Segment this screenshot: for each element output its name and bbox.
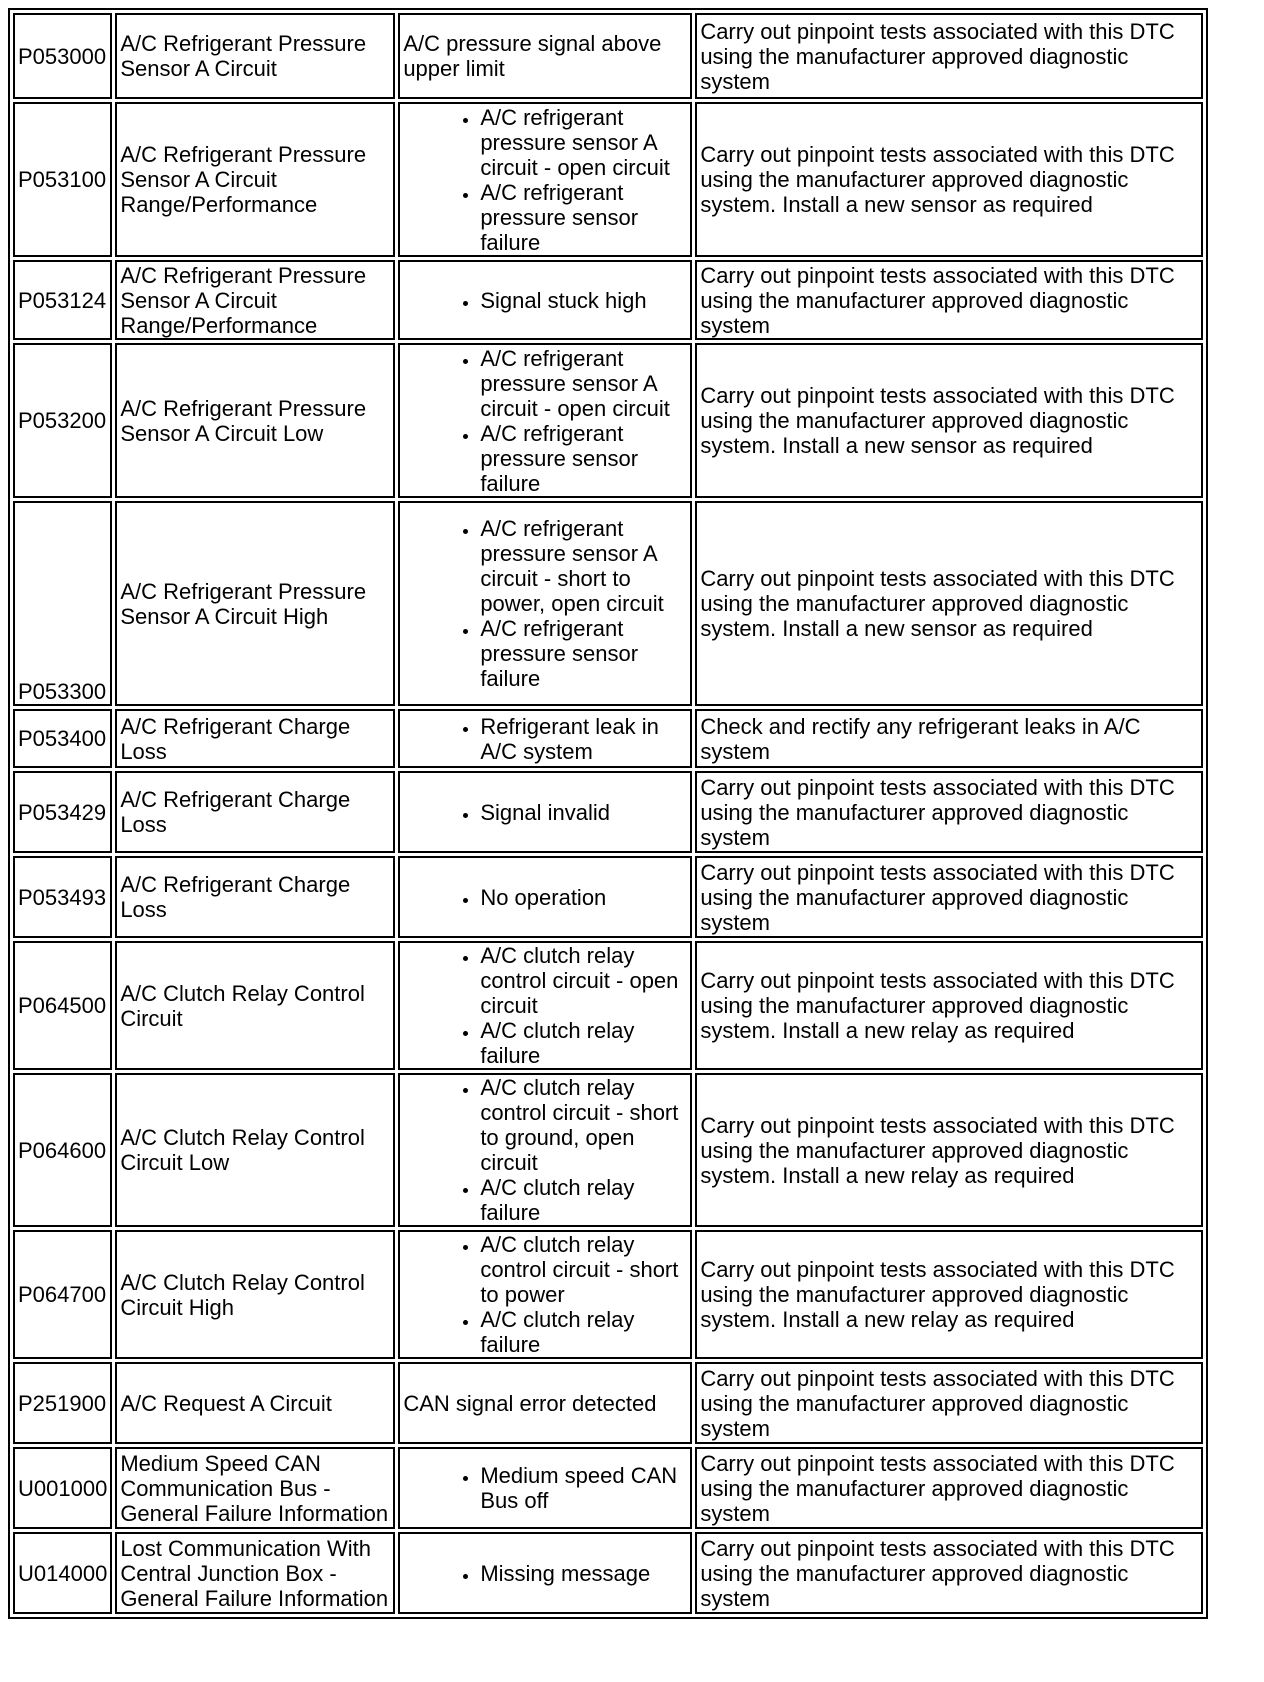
dtc-action-cell: Carry out pinpoint tests associated with this DTC using the manufacturer approved diagnostic system. Install a new sensor as required bbox=[695, 343, 1203, 498]
dtc-code-cell: P053493 bbox=[13, 856, 112, 938]
condition-item: • Signal stuck high bbox=[480, 288, 687, 313]
conditions-list bbox=[403, 943, 687, 1068]
table-row bbox=[13, 1073, 1203, 1227]
dtc-code-cell: P053100 bbox=[13, 102, 112, 257]
dtc-code-cell: P064600 bbox=[13, 1073, 112, 1227]
conditions-list bbox=[403, 346, 687, 496]
dtc-description-cell: A/C Clutch Relay Control Circuit bbox=[115, 941, 395, 1070]
conditions-list bbox=[403, 800, 687, 825]
dtc-description-cell: A/C Refrigerant Charge Loss bbox=[115, 709, 395, 768]
condition-item: • Medium speed CAN Bus off bbox=[480, 1463, 687, 1513]
dtc-action-cell: Carry out pinpoint tests associated with this DTC using the manufacturer approved diagnostic system. Install a new sensor as required bbox=[695, 102, 1203, 257]
dtc-description-cell: Medium Speed CAN Communication Bus - General Failure Information bbox=[115, 1447, 395, 1529]
dtc-description-cell: A/C Clutch Relay Control Circuit High bbox=[115, 1230, 395, 1359]
condition-item: • A/C refrigerant pressure sensor failure bbox=[480, 616, 687, 691]
dtc-action-cell: Carry out pinpoint tests associated with this DTC using the manufacturer approved diagnostic system. Install a new relay as required bbox=[695, 1230, 1203, 1359]
table-row bbox=[13, 941, 1203, 1070]
condition-item: • A/C clutch relay failure bbox=[480, 1175, 687, 1225]
condition-item: • A/C clutch relay failure bbox=[480, 1018, 687, 1068]
dtc-action-cell: Carry out pinpoint tests associated with this DTC using the manufacturer approved diagnostic system bbox=[695, 856, 1203, 938]
dtc-description-cell: A/C Clutch Relay Control Circuit Low bbox=[115, 1073, 395, 1227]
dtc-code-cell: P064500 bbox=[13, 941, 112, 1070]
dtc-code-cell: P053300 bbox=[13, 501, 112, 706]
dtc-code-cell: P053400 bbox=[13, 709, 112, 768]
condition-item: • Missing message bbox=[480, 1561, 687, 1586]
condition-item: • A/C refrigerant pressure sensor A circuit - short to power, open circuit bbox=[480, 516, 687, 616]
dtc-conditions-cell bbox=[398, 856, 692, 938]
dtc-description-cell: A/C Refrigerant Charge Loss bbox=[115, 771, 395, 853]
condition-item: • A/C clutch relay control circuit - open circuit bbox=[480, 943, 687, 1018]
condition-item: • A/C clutch relay control circuit - short to ground, open circuit bbox=[480, 1075, 687, 1175]
dtc-description-cell: A/C Refrigerant Pressure Sensor A Circuit Range/Performance bbox=[115, 260, 395, 340]
dtc-action-cell: Carry out pinpoint tests associated with this DTC using the manufacturer approved diagnostic system bbox=[695, 1447, 1203, 1529]
dtc-table-body bbox=[13, 13, 1203, 1614]
table-row bbox=[13, 1447, 1203, 1529]
dtc-conditions-cell bbox=[398, 1073, 692, 1227]
dtc-action-cell: Carry out pinpoint tests associated with this DTC using the manufacturer approved diagnostic system. Install a new sensor as required bbox=[695, 501, 1203, 706]
dtc-code-cell: P053429 bbox=[13, 771, 112, 853]
dtc-action-cell: Carry out pinpoint tests associated with this DTC using the manufacturer approved diagnostic system bbox=[695, 13, 1203, 99]
table-row bbox=[13, 501, 1203, 706]
dtc-conditions-cell bbox=[398, 771, 692, 853]
table-row bbox=[13, 1362, 1203, 1444]
dtc-description-cell: A/C Refrigerant Pressure Sensor A Circuit bbox=[115, 13, 395, 99]
dtc-action-cell: Carry out pinpoint tests associated with this DTC using the manufacturer approved diagnostic system. Install a new relay as required bbox=[695, 941, 1203, 1070]
condition-item: • No operation bbox=[480, 885, 687, 910]
table-row bbox=[13, 13, 1203, 99]
dtc-conditions-cell: CAN signal error detected bbox=[398, 1362, 692, 1444]
dtc-conditions-cell bbox=[398, 1447, 692, 1529]
dtc-code-cell: U001000 bbox=[13, 1447, 112, 1529]
conditions-list bbox=[403, 105, 687, 255]
condition-item: • A/C clutch relay control circuit - short to power bbox=[480, 1232, 687, 1307]
dtc-action-cell: Check and rectify any refrigerant leaks in A/C system bbox=[695, 709, 1203, 768]
dtc-description-cell: A/C Refrigerant Pressure Sensor A Circuit Range/Performance bbox=[115, 102, 395, 257]
table-row bbox=[13, 709, 1203, 768]
conditions-list bbox=[403, 1075, 687, 1225]
dtc-code-cell: P053200 bbox=[13, 343, 112, 498]
dtc-action-cell: Carry out pinpoint tests associated with this DTC using the manufacturer approved diagnostic system bbox=[695, 771, 1203, 853]
dtc-conditions-cell bbox=[398, 102, 692, 257]
dtc-action-cell: Carry out pinpoint tests associated with this DTC using the manufacturer approved diagnostic system bbox=[695, 260, 1203, 340]
condition-item: • A/C refrigerant pressure sensor A circuit - open circuit bbox=[480, 346, 687, 421]
table-row bbox=[13, 260, 1203, 340]
conditions-list bbox=[403, 1561, 687, 1586]
table-row bbox=[13, 1230, 1203, 1359]
condition-item: • A/C refrigerant pressure sensor A circuit - open circuit bbox=[480, 105, 687, 180]
dtc-code-cell: P064700 bbox=[13, 1230, 112, 1359]
dtc-description-cell: A/C Refrigerant Pressure Sensor A Circuit High bbox=[115, 501, 395, 706]
condition-item: • A/C clutch relay failure bbox=[480, 1307, 687, 1357]
dtc-action-cell: Carry out pinpoint tests associated with this DTC using the manufacturer approved diagnostic system. Install a new relay as required bbox=[695, 1073, 1203, 1227]
condition-item: • Signal invalid bbox=[480, 800, 687, 825]
conditions-list bbox=[403, 288, 687, 313]
dtc-conditions-cell bbox=[398, 941, 692, 1070]
conditions-list bbox=[403, 714, 687, 764]
dtc-conditions-cell bbox=[398, 1230, 692, 1359]
dtc-description-cell: Lost Communication With Central Junction Box - General Failure Information bbox=[115, 1532, 395, 1614]
dtc-conditions-cell: A/C pressure signal above upper limit bbox=[398, 13, 692, 99]
dtc-action-cell: Carry out pinpoint tests associated with this DTC using the manufacturer approved diagnostic system bbox=[695, 1362, 1203, 1444]
dtc-conditions-cell bbox=[398, 1532, 692, 1614]
conditions-list bbox=[403, 516, 687, 691]
dtc-table bbox=[8, 8, 1208, 1619]
dtc-conditions-cell bbox=[398, 501, 692, 706]
table-row bbox=[13, 102, 1203, 257]
conditions-list bbox=[403, 885, 687, 910]
dtc-description-cell: A/C Request A Circuit bbox=[115, 1362, 395, 1444]
dtc-conditions-cell bbox=[398, 260, 692, 340]
dtc-conditions-cell bbox=[398, 343, 692, 498]
dtc-code-cell: U014000 bbox=[13, 1532, 112, 1614]
condition-item: • Refrigerant leak in A/C system bbox=[480, 714, 687, 764]
dtc-conditions-cell bbox=[398, 709, 692, 768]
condition-item: • A/C refrigerant pressure sensor failure bbox=[480, 421, 687, 496]
table-row bbox=[13, 343, 1203, 498]
table-row bbox=[13, 856, 1203, 938]
table-row bbox=[13, 771, 1203, 853]
dtc-code-cell: P053000 bbox=[13, 13, 112, 99]
conditions-list bbox=[403, 1232, 687, 1357]
dtc-code-cell: P053124 bbox=[13, 260, 112, 340]
dtc-action-cell: Carry out pinpoint tests associated with this DTC using the manufacturer approved diagnostic system bbox=[695, 1532, 1203, 1614]
dtc-code-cell: P251900 bbox=[13, 1362, 112, 1444]
condition-item: • A/C refrigerant pressure sensor failure bbox=[480, 180, 687, 255]
conditions-list bbox=[403, 1463, 687, 1513]
dtc-description-cell: A/C Refrigerant Charge Loss bbox=[115, 856, 395, 938]
table-row bbox=[13, 1532, 1203, 1614]
dtc-description-cell: A/C Refrigerant Pressure Sensor A Circuit Low bbox=[115, 343, 395, 498]
